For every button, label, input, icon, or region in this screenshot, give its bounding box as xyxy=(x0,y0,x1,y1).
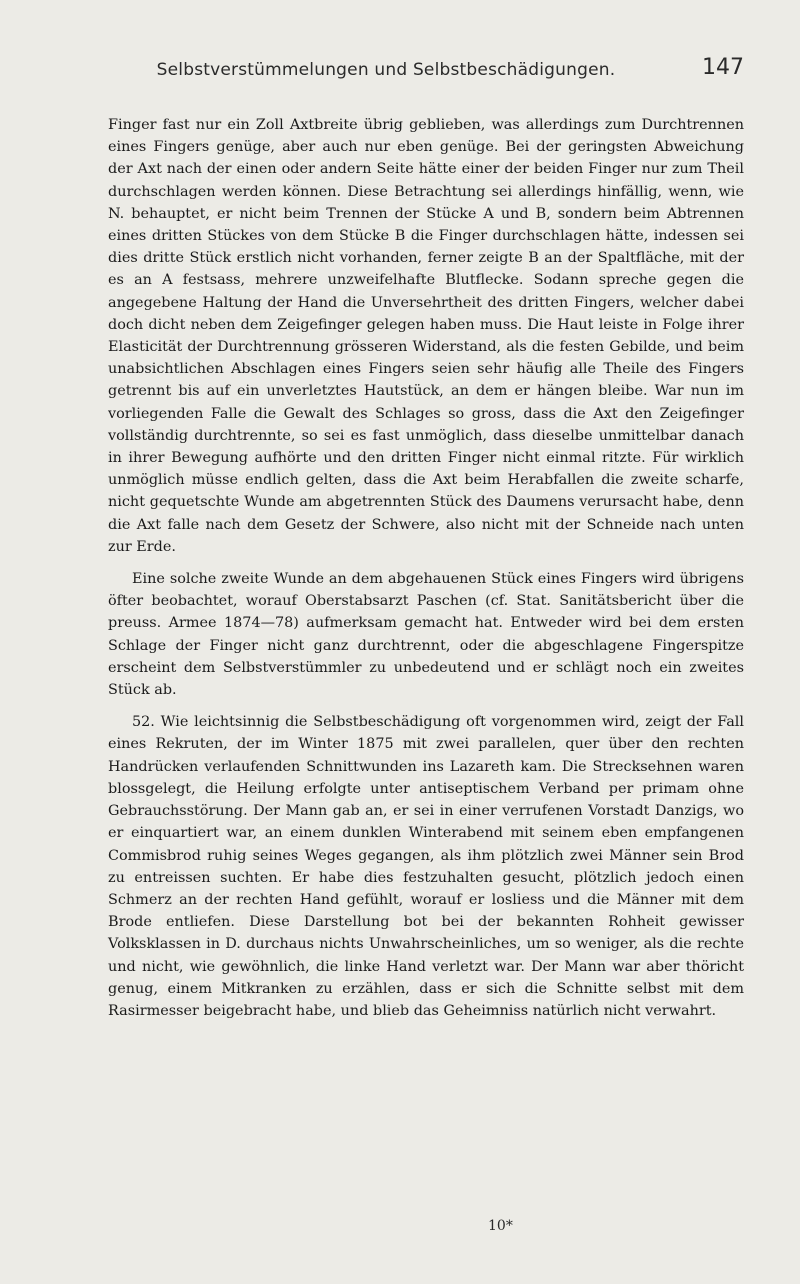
paragraph: Finger fast nur ein Zoll Axtbreite übrig geblieben, was allerdings zum Durchtrennen eines Fingers genüge, aber auch nur eben genüge. Bei der geringsten Abweichung der Axt nach der einen oder andern Seite hätte einer der beiden Finger nur zum Theil durchschlagen werden können. Diese Betrachtung sei allerdings hinfällig, wenn, wie N. behauptet, er nicht beim Trennen der Stücke A und B, sondern beim Abtrennen eines dritten Stückes von dem Stücke B die Finger durchschlagen hätte, indessen sei dies dritte Stück erstlich nicht vorhanden, ferner zeigte B an der Spaltfläche, mit der es an A festsass, mehrere unzweifelhafte Blutflecke. Sodann spreche gegen die angegebene Haltung der Hand die Unversehrtheit des dritten Fingers, welcher dabei doch dicht neben dem Zeigefinger gelegen haben muss. Die Haut leiste in Folge ihrer Elasticität der Durchtrennung grösseren Widerstand, als die festen Gebilde, und beim unabsichtlichen Abschlagen eines Fingers seien sehr häufig alle Theile des Fingers getrennt bis auf ein unverletztes Hautstück, an dem er hängen bleibe. War nun im vorliegenden Falle die Gewalt des Schlages so gross, dass die Axt den Zeigefinger vollständig durchtrennte, so sei es fast unmöglich, dass dieselbe unmittelbar danach in ihrer Bewegung aufhörte und den dritten Finger nicht einmal ritzte. Für wirklich unmöglich müsse endlich gelten, dass die Axt beim Herabfallen die zweite scharfe, nicht gequetschte Wunde am abgetrennten Stück des Daumens verursacht habe, denn die Axt falle nach dem Gesetz der Schwere, also nicht mit der Schneide nach unten zur Erde. xyxy=(108,117,744,555)
body-text xyxy=(108,114,744,1022)
running-head xyxy=(108,0,744,96)
paragraph: Eine solche zweite Wunde an dem abgehauenen Stück eines Fingers wird übrigens öfter beobachtet, worauf Oberstabsarzt Paschen (cf. Stat. Sanitätsbericht über die preuss. Armee 1874—78) aufmerksam gemacht hat. Entweder wird bei dem ersten Schlage der Finger nicht ganz durchtrennt, oder die abgeschlagene Fingerspitze erscheint dem Selbstverstümmler zu unbedeutend und er schlägt noch ein zweites Stück ab. xyxy=(108,571,744,699)
signature-mark: 10* xyxy=(488,1218,513,1234)
paragraph: 52. Wie leichtsinnig die Selbstbeschädigung oft vorgenommen wird, zeigt der Fall eines Rekruten, der im Winter 1875 mit zwei parallelen, quer über den rechten Handrücken verlaufenden Schnittwunden ins Lazareth kam. Die Strecksehnen waren blossgelegt, die Heilung erfolgte unter antiseptischem Verband per primam ohne Gebrauchsstörung. Der Mann gab an, er sei in einer verrufenen Vorstadt Danzigs, wo er einquartiert war, an einem dunklen Winterabend mit seinem eben empfangenen Commisbrod ruhig seines Weges gegangen, als ihm plötzlich zwei Männer sein Brod zu entreissen suchten. Er habe dies festzuhalten gesucht, plötzlich jedoch einen Schmerz an der rechten Hand gefühlt, worauf er losliess und die Männer mit dem Brode entliefen. Diese Darstellung bot bei der bekannten Rohheit gewisser Volksklassen in D. durchaus nichts Unwahrscheinliches, um so weniger, als die rechte und nicht, wie gewöhnlich, die linke Hand verletzt war. Der Mann war aber thöricht genug, einem Mitkranken zu erzählen, dass er sich die Schnitte selbst mit dem Rasirmesser beigebracht habe, und blieb das Geheimniss natürlich nicht verwahrt. xyxy=(108,714,744,1019)
page-number: 147 xyxy=(702,55,744,80)
running-title: Selbstverstümmelungen und Selbstbeschädigungen. xyxy=(156,60,616,80)
